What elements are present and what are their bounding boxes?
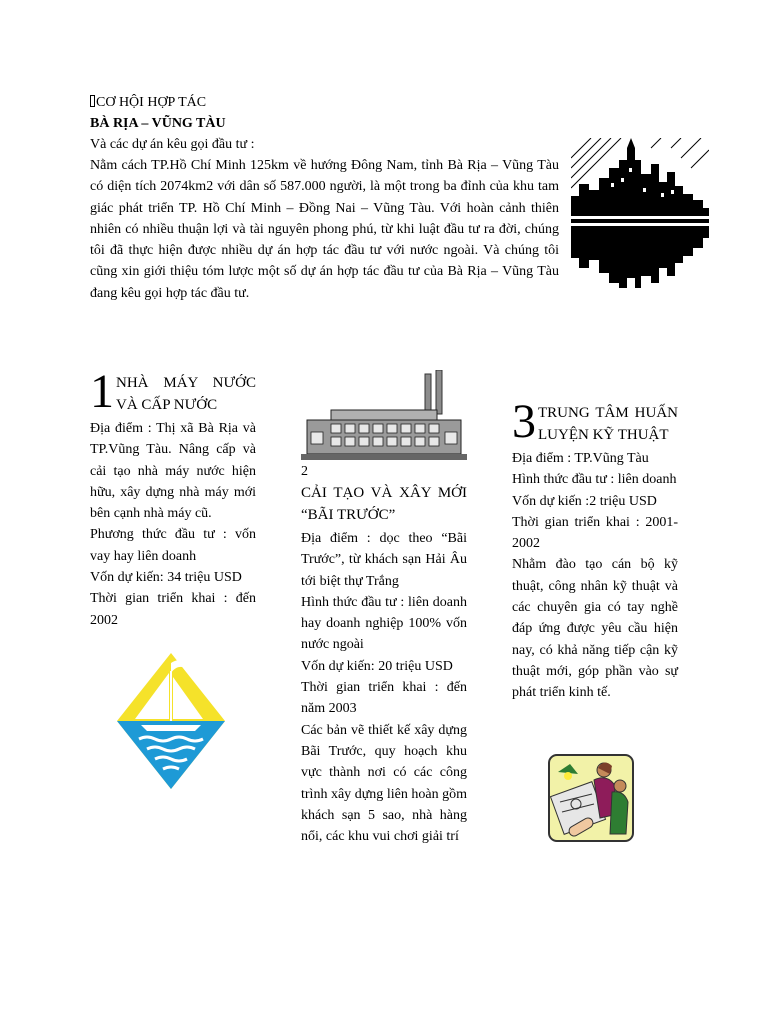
project-1-heading [90, 370, 256, 416]
project-1-capital: Vốn dự kiến: 34 triệu USD [90, 570, 242, 586]
project-3-heading [512, 400, 678, 446]
project-2-timeline: Thời gian triển khai : đến năm 2003 [301, 680, 467, 717]
intro-paragraph: Nằm cách TP.Hồ Chí Minh 125km về hướng Đông Nam, tỉnh Bà Rịa – Vũng Tàu có diện tích 2074km2 với dân số 587.000 người, là một trong ba đỉnh của khu tam giác phát triển TP. Hồ Chí Minh – Đồng Nai – Vũng Tàu. Với hoàn cảnh thiên nhiên có nhiều thuận lợi và tài nguyên phong phú, từ khi luật đầu tư ra đời, chúng tôi đã thực hiện được nhiều dự án hợp tác đầu tư với nước ngoài. Và chúng tôi cũng xin giới thiệu tóm lược một số dự án hợp tác đầu tư của Bà Rịa – Vũng Tàu đang kêu gọi hợp tác đầu tư. [90, 158, 559, 301]
title-line-1: CƠ HỘI HỢP TÁC [90, 92, 560, 113]
project-1-method: Phương thức đầu tư : vốn vay hay liên doanh [90, 527, 256, 564]
bullet-box-icon [90, 95, 95, 107]
project-1-title: NHÀ MÁY NƯỚC VÀ CẤP NƯỚC [116, 375, 256, 413]
project-2-description: Các bản vẽ thiết kế xây dựng Bãi Trước, quy hoạch khu vực thành nơi có các công trình xây dựng liên hoàn gồm khách sạn 5 sao, nhà hàng nổi, các khu vui chơi giải trí [301, 722, 467, 845]
project-3-timeline: Thời gian triển khai : 2001-2002 [512, 514, 678, 552]
title-line-2: BÀ RỊA – VŨNG TÀU [90, 116, 226, 131]
title-line-3: Và các dự án kêu gọi đầu tư : [90, 137, 255, 152]
header-block [90, 92, 560, 304]
project-3-title: TRUNG TÂM HUẤN LUYỆN KỸ THUẬT [538, 405, 678, 443]
project-1-location: Địa điểm : Thị xã Bà Rịa và TP.Vũng Tàu. Nâng cấp và cải tạo nhà máy nước hiện hữu, xây dựng nhà máy mới bên cạnh nhà máy cũ. [90, 421, 256, 522]
project-2-method: Hình thức đầu tư : liên doanh hay doanh nghiệp 100% vốn nước ngoài [301, 594, 467, 653]
project-3-number: 3 [512, 400, 536, 446]
project-3-method: Hình thức đầu tư : liên doanh [512, 472, 677, 488]
project-1-number: 1 [90, 370, 114, 416]
project-2-capital: Vốn dự kiến: 20 triệu USD [301, 658, 453, 674]
project-2-location: Địa điểm : dọc theo “Bãi Trước”, từ khách sạn Hải Âu tới biệt thự Trắng [301, 531, 467, 589]
factory-icon [301, 370, 467, 461]
engineer-drafting-icon [548, 754, 634, 842]
project-2-title: CẢI TẠO VÀ XÂY MỚI “BÃI TRƯỚC” [301, 485, 467, 523]
project-3-description: Nhằm đào tạo cán bộ kỹ thuật, công nhân kỹ thuật và các chuyên gia có tay nghề đáp ứng được yêu cầu hiện nay, có khả năng tiếp cận kỹ thuật mới, góp phần vào sự phát triển kinh tế. [512, 557, 678, 701]
project-1-column [90, 370, 256, 631]
project-2-column [301, 462, 467, 847]
sailboat-logo-icon [117, 653, 225, 789]
project-3-column [512, 400, 678, 704]
project-2-number: 2 [301, 464, 308, 479]
project-3-capital: Vốn dự kiến :2 triệu USD [512, 493, 657, 509]
project-1-timeline: Thời gian triển khai : đến 2002 [90, 591, 256, 628]
city-skyline-icon [571, 138, 709, 297]
project-3-location: Địa điểm : TP.Vũng Tàu [512, 451, 649, 466]
